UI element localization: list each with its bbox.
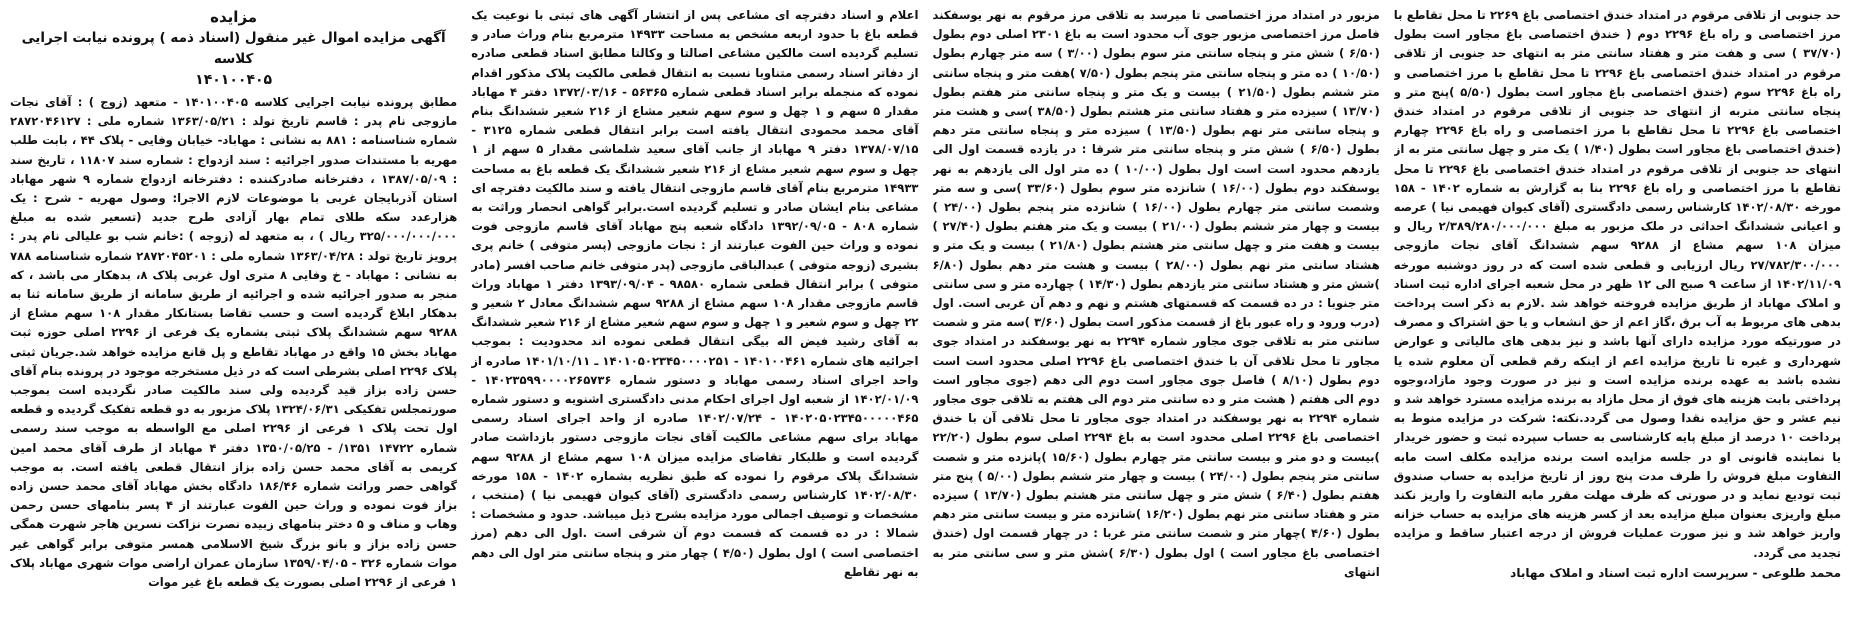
notice-column-3 xyxy=(933,6,1380,622)
notice-column-2 xyxy=(471,6,918,622)
notice-column-1 xyxy=(10,6,457,622)
notice-heading: مزایده xyxy=(210,8,258,26)
notice-paragraph: مطابق پرونده نیابت اجرایی کلاسه ۱۴۰۱۰۰۴۰۵ - متعهد (زوج ) : آقای نجات مازوجی نام پدر : قاسم تاریخ تولد : ۱۳۶۳/۰۵/۲۱ شماره ملی : ۲۸۷۲۰۴۶۱۲۷ شماره شناسنامه : ۸۸۱ به نشانی : مهاباد- خیابان وفایی - پلاک ۴۴ ، بابت طلب مهریه با مستندات صدور اجرائیه : سند ازدواج : شماره سند ۱۱۸۰۷ ، تاریخ سند : ۱۳۸۷/۰۵/۰۹ ، دفترخانه صادرکننده : دفترخانه ازدواج شماره ۹ شهر مهاباد استان آذربایجان غربی با موضوعات لازم الاجرا: وصول مهریه - شرح : یک هزارعدد سکه طلای تمام بهار آزادی طرح جدید (تسعیر شده به مبلغ ۳۲۵/۰۰۰/۰۰۰/۰۰۰ ریال ) ، به متعهد له (زوجه ) :خانم شب بو علیالی نام پدر : پرویز تاریخ تولد : ۱۳۶۳/۰۴/۲۸ شماره ملی : ۲۸۷۲۰۴۵۲۰۱ شماره شناسنامه ۷۸۸ به نشانی : مهاباد - خ وفایی ۸ متری اول غربی پلاک ۸، بدهکار می باشد ، که منجر به صدور اجرائیه شده و اجرائیه از طریق سامانه از طریق سامانه ثنا به بدهکار ابلاغ گردیده است و حسب تقاضا بستانکار مقدار ۱۰۸ سهم مشاع از ۹۲۸۸ سهم ششدانگ پلاک ثبتی بشماره یک فرعی از ۲۲۹۶ اصلی حوزه ثبت مهاباد بخش ۱۵ واقع در مهاباد تقاطع و پل قانع مزایده خواهد شد.جریان ثبتی پلاک ۲۲۹۶ اصلی بشرطی است که در ذیل مستخرجه موجود در پرونده بنام آقای حسن زاده بزاز قید گردیده ولی سند مالکیت صادر نگردیده است بموجب صورتمجلس تفکیکی ۱۳۲۴/۰۶/۳۱ پلاک مزبور به دو قطعه تفکیک گردیده و قطعه اول تحت پلاک ۱ فرعی از ۲۲۹۶ اصلی مع الواسطه به موجب سند رسمی شماره ۱۴۷۲۲ ۱۳۵۱/ - ۱۳۵۰/۰۵/۲۵ دفتر ۴ مهاباد از طرف آقای محمد امین کریمی به آقای محمد حسن زاده بزاز انتقال قطعی یافته است. به موجب گواهی حصر وراثت شماره ۱۸۶/۴۶ دادگاه بخش مهاباد آقای محمد حسن زاده بزاز فوت نموده و وراث حین الفوت عبارتند از ۴ پسر بنامهای حسن رحمن وهاب و مناف و ۵ دختر بنامهای زبیده نصرت نزاکت نسرین هاجر شهرت همگی حسن زاده بزاز و بانو بزرگ شیخ الاسلامی همسر متوفی برابر گواهی غیر موات شماره ۳۲۶ - ۱۳۵۹/۰۴/۰۵ سازمان عمران اراضی موات شهری مهاباد پلاک ۱ فرعی از ۲۲۹۶ اصلی بصورت یک قطعه باغ غیر موات xyxy=(10,95,458,590)
notice-title: آگهی مزایده اموال غیر منقول (اسناد ذمه ) پرونده نیابت اجرایی کلاسه xyxy=(21,30,446,67)
notice-signature: محمد طلوعی - سرپرست اداره ثبت اسناد و املاک مهاباد xyxy=(1510,565,1841,580)
notice-paragraph: مزبور در امتداد مرز اختصاصی تا میرسد به تلاقی مرز مرقوم به نهر یوسفکند فاصل مرز اختصاصی مزبور جوی آب محدود است به باغ ۲۳۰۱ اصلی دوم بطول (۶/۵۰ ) شش متر و پنجاه سانتی متر سوم بطول (۳/۰۰ ) سه متر چهارم بطول (۱۰/۵۰ ) ده متر و پنجاه سانتی متر پنجم بطول (۷/۵۰ )هفت متر و پنجاه سانتی متر ششم بطول (۲۱/۵۰ ) بیست و یک متر و پنجاه سانتی متر هفتم بطول (۱۳/۷۰ ) سیزده متر و هفتاد سانتی متر هشتم بطول (۳۸/۵۰ )سی و هشت متر و پنجاه سانتی متر نهم بطول (۱۳/۵۰ ) سیزده متر و پنجاه سانتی متر دهم بطول (۶/۵۰ ) شش متر و پنجاه سانتی متر شرقا : در یازده قسمت اول الی یازدهم محدود است است اول بطول (۱۰/۰۰ ) ده متر اول الی یازدهم به نهر یوسفکند دوم بطول (۱۶/۰۰ ) شانزده متر سوم بطول (۳۳/۶۰ )سی و سه متر وشصت سانتی متر چهارم بطول (۱۶/۰۰ ) شانزده متر پنجم بطول (۲۴/۰۰ ) بیست و چهار متر ششم بطول (۲۱/۰۰ ) بیست و یک متر هفتم بطول (۲۷/۴۰ ) بیست و هفت متر و چهل سانتی متر هشتم بطول (۲۱/۸۰ ) بیست و یک متر و هشتاد سانتی متر نهم بطول (۲۸/۰۰ ) بیست و هشت متر دهم بطول (۶/۸۰ )شش متر و هشتاد سانتی متر یازدهم بطول (۱۴/۳۰ ) چهارده متر و سی سانتی متر جنوبا : در ده قسمت که قسمتهای هشتم و نهم و دهم آن غربی است. اول (درب ورود و راه عبور باغ از قسمت مذکور است بطول (۳/۶۰ )سه متر و شصت سانتی متر به تلاقی جوی مجاور شماره ۲۲۹۴ به نهر یوسفکند در امتداد جوی مجاور تا محل تلاقی آن با خندق اختصاصی باغ ۲۲۹۶ اصلی محدود است است دوم بطول (۸/۱۰ ) فاصل جوی مجاور است دوم الی دهم (جوی مجاور است دوم الی هفتم ( هشت متر و ده سانتی متر دوم الی هفتم به تلاقی جوی مجاور شماره ۲۲۹۴ به نهر یوسفکند در امتداد جوی مجاور تا محل تلاقی آن با خندق اختصاصی باغ ۲۲۹۶ اصلی محدود است به باغ ۲۲۹۴ اصلی سوم بطول (۲۲/۲۰ )بیست و دو متر و بیست سانتی متر چهارم بطول (۱۵/۶۰ )پانزده متر و شصت سانتی متر پنجم بطول (۲۴/۰۰ ) بیست و چهار متر ششم بطول (۵/۰۰ ) پنج متر هفتم بطول (۶/۴۰ ) شش متر و چهل سانتی متر هشتم بطول (۱۳/۷۰ ) سیزده متر و هفتاد سانتی متر نهم بطول (۱۶/۲۰ )شانزده متر و بیست سانتی متر دهم بطول (۴/۶۰ )چهار متر و شصت سانتی متر غربا : در چهار قسمت اول (خندق اختصاصی باغ مجاور است ) اول بطول (۶/۳۰ )شش متر و سی سانتی متر به انتهای xyxy=(932,8,1380,579)
notice-paragraph: اعلام و اسناد دفترچه ای مشاعی پس از انتشار آگهی های ثبتی با نوعیت یک قطعه باغ با حدود اربعه مشخص به مساحت ۱۴۹۳۳ مترمربع بنام وراث صادر و تسلیم گردیده است مالکین مشاعی اصالتا و وکالتا مطابق اسناد قطعی صادره از دفاتر اسناد رسمی متناوبا نسبت به انتقال قطعی مالکیت پلاک مذکور اقدام نموده که منجمله برابر اسناد قطعی شماره ۵۶۳۶۵ - ۱۳۷۲/۰۳/۱۶ دفتر ۴ مهاباد مقدار ۵ سهم و ۱ چهل و سوم سهم شعیر مشاع از ۲۱۶ شعیر ششدانگ بنام آقای محمد محمودی انتقال یافته است برابر انتقال قطعی شماره ۳۱۲۵ - ۱۳۷۸/۰۷/۱۵ دفتر ۹ مهاباد از جانب آقای سعید شلماشی مقدار ۵ سهم از ۱ چهل و سوم سهم شعیر مشاع از ۲۱۶ شعیر ششدانگ یک قطعه باغ به مساحت ۱۴۹۳۳ مترمربع بنام آقای قاسم مازوجی انتقال یافته و سند مالکیت دفترچه ای مشاعی بنام ایشان صادر و تسلیم گردیده است.برابر گواهی انحصار وراثت به شماره ۸۰۸ - ۱۳۹۲/۰۹/۰۵ دادگاه شعبه پنج مهاباد آقای قاسم مازوجی فوت نموده و وراث حین الفوت عبارتند از : نجات مازوجی (پسر متوفی ) خانم پری بشیری (زوجه متوفی ) عبدالباقی مازوجی (پدر متوفی خانم صاحب افسر (مادر متوفی ) برابر انتقال قطعی شماره ۹۸۵۸۰ - ۱۳۹۳/۰۹/۰۴ دفتر ۱ مهاباد وراث قاسم مازوجی مقدار ۱۰۸ سهم مشاع از ۹۲۸۸ سهم ششدانگ معادل ۲ شعیر و ۲۲ چهل و سوم شعیر و ۱ چهل و سوم سهم شعیر مشاع از ۲۱۶ شعیر ششدانگ به آقای رشید فیض اله بیگی انتقال قطعی نموده اند محدودیت : بموجب اجرائیه های شماره ۱۴۰۱۰۰۴۶۱ - ۱۴۰۱۰۵۰۲۳۴۵۰۰۰۰۲۵۱ ـ ۱۴۰۱/۱۰/۱۱ صادره از واحد اجرای اسناد رسمی مهاباد و دستور شماره ۱۴۰۲۳۵۹۹۰۰۰۰۲۶۵۷۳۶ - ۱۴۰۲/۰۱/۰۹ از شعبه اول اجرای احکام مدنی دادگستری اشنویه و دستور شماره ۱۴۰۲۰۵۰۲۳۴۵۰۰۰۰۰۴۶۵ - ۱۴۰۲/۰۷/۲۴ صادره از واحد اجرای اسناد رسمی مهاباد برای سهم مشاعی مالکیت آقای نجات مازوجی دستور بازداشت صادر گردیده است و طلبکار تقاضای مزایده میزان ۱۰۸ سهم مشاع از ۹۲۸۸ سهم ششدانگ پلاک مرقوم را نموده که طبق نظریه بشماره ۱۴۰۲ - ۱۵۸ مورخه ۱۴۰۲/۰۸/۳۰ کارشناس رسمی دادگستری (آقای کیوان فهیمی نیا ) (منتخب ، مشخصات و توصیف اجمالی مورد مزایده بشرح ذیل میباشد. حدود و مشخصات : شمالا : در ده قسمت که قسمت دوم آن شرقی است .اول الی دهم (مرز اختصاصی است ) اول بطول (۴/۵۰ ) چهار متر و پنجاه سانتی متر اول الی دهم به نهر تقاطع xyxy=(471,8,919,579)
notice-heading-block xyxy=(10,6,457,91)
notice-case-number: ۱۴۰۱۰۰۴۰۵ xyxy=(195,72,273,88)
notice-column-4 xyxy=(1394,6,1841,622)
notice-paragraph: حد جنوبی از تلاقی مرقوم در امتداد خندق اختصاصی باغ ۲۲۶۹ تا محل تقاطع با مرز اختصاصی و راه باغ ۲۲۹۶ دوم ( خندق اختصاصی باغ مجاور است بطول (۳۷/۷۰ ) سی و هفت متر و هفتاد سانتی متر به انتهای حد جنوبی از تلاقی مرقوم در امتداد خندق اختصاصی باغ ۲۲۹۶ تا محل تقاطع با مرز اختصاصی و راه باغ ۲۲۹۶ سوم (خندق اختصاصی باغ مجاور است بطول (۵/۵۰ )پنج متر و پنجاه سانتی متربه از انتهای حد جنوبی از تلاقی مرقوم در امتداد خندق اختصاصی باغ ۲۲۹۶ تا محل تقاطع با مرز اختصاصی و راه باغ ۲۲۹۶ چهارم (خندق اختصاصی باغ مجاور است بطول (۱/۴۰ ) یک متر و چهل سانتی متر به از انتهای حد جنوبی از تلاقی مرقوم در امتداد خندق اختصاصی باغ ۲۲۹۶ تا محل تقاطع با مرز اختصاصی و راه باغ ۲۲۹۶ بنا به گزارش به شماره ۱۴۰۲ - ۱۵۸ مورخه ۱۴۰۲/۰۸/۳۰ کارشناس رسمی دادگستری (آقای کیوان فهیمی نیا ) عرصه و اعیانی ششدانگ احداثی در ملک مزبور به مبلغ ۲/۳۸۹/۲۸۰/۰۰۰/۰۰۰ ریال و میزان ۱۰۸ سهم مشاع از ۹۲۸۸ سهم ششدانگ آقای نجات مازوجی ۲۷/۷۸۲/۳۰۰/۰۰۰ ریال ارزیابی و قطعی شده است که در روز دوشنبه مورخه ۱۴۰۲/۱۱/۰۹ از ساعت ۹ صبح الی ۱۲ ظهر در محل شعبه اجرای اداره ثبت اسناد و املاک مهاباد از طریق مزایده فروخته خواهد شد .لازم به ذکر است پرداخت بدهی های مربوط به آب برق ،گاز اعم از حق انشعاب و یا حق اشتراک و مصرف در صورتیکه مورد مزایده دارای آنها باشد و نیز بدهی های مالیاتی و عوارض شهرداری و غیره تا تاریخ مزایده اعم از اینکه رقم قطعی آن معلوم شده یا نشده باشد به عهده برنده مزایده است و نیز در صورت وجود مازاد،وجوه پرداختی بابت هزینه های فوق از محل مازاد به برنده مزایده مسترد خواهد شد و نیم عشر و حق مزایده نقدا وصول می گردد.نکته: شرکت در مزایده منوط به پرداخت ۱۰ درصد از مبلغ پایه کارشناسی به حساب سپرده ثبت و حضور خریدار یا نماینده قانونی او در جلسه مزایده است برنده مزایده مکلف است مابه التفاوت مبلغ فروش را ظرف مدت پنج روز از تاریخ مزایده به حساب صندوق ثبت تودیع نماید و در صورتی که ظرف مهلت مقرر مابه التفاوت را واریز نکند مبلغ واریزی بعنوان مبلغ مزایده بعد از کسر هزینه های مزایده به حساب خزانه واریز خواهد شد و نیز صورت عملیات فروش از درجه اعتبار ساقط و مزایده تجدید می گردد. xyxy=(1393,8,1841,560)
